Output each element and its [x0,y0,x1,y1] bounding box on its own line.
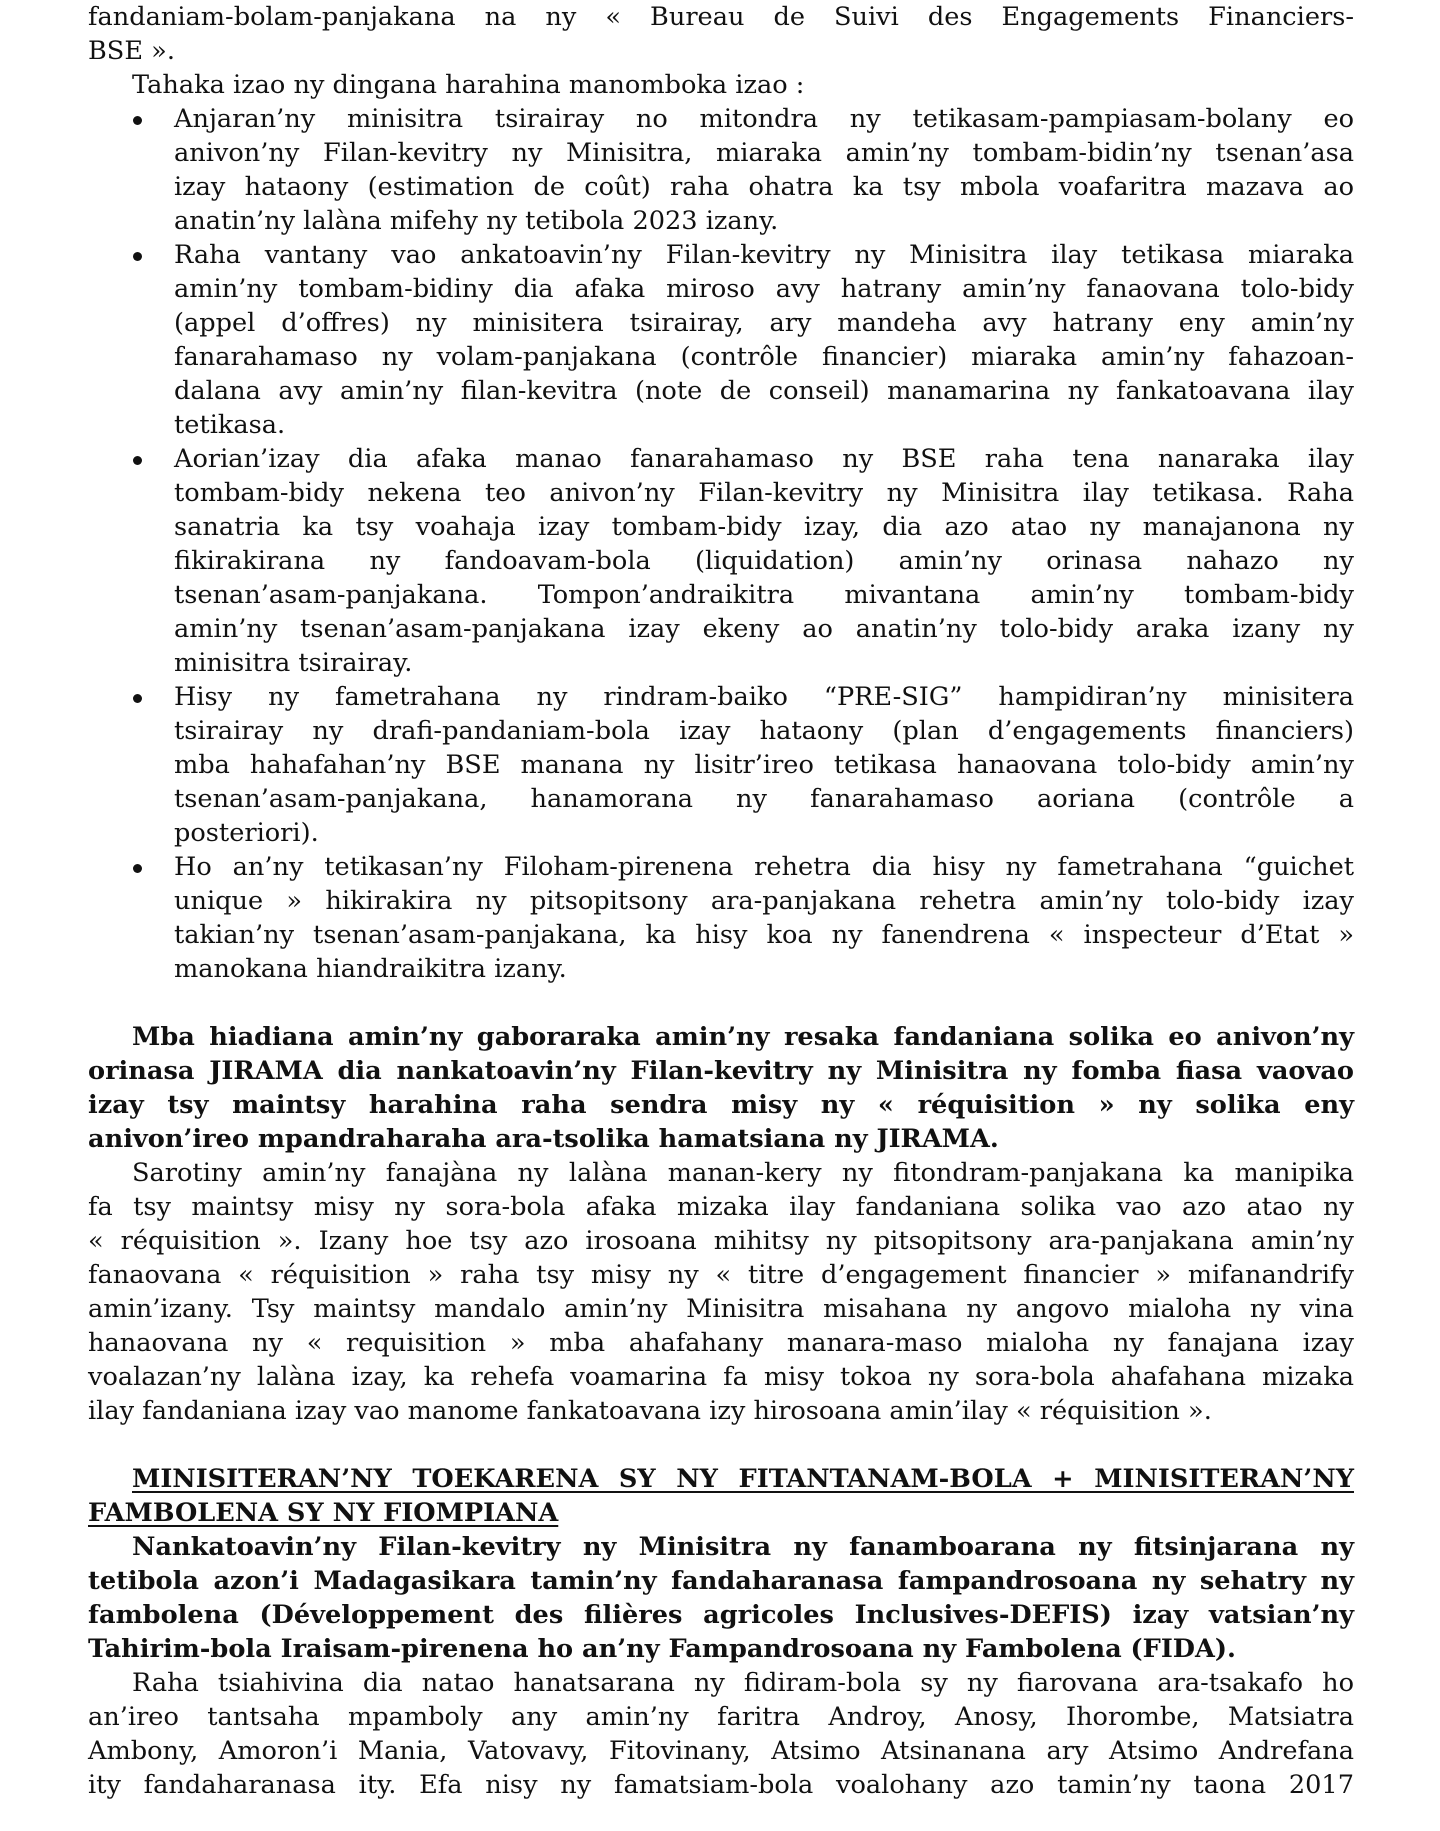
jirama-bold-line: Mba hiadiana amin’ny gaboraraka amin’ny resaka fandaniana solika eo anivon’ny [132,1022,1354,1052]
ministry-body-line: Raha tsiahivina dia natao hanatsarana ny fidiram-bola sy ny fiarovana ara-tsakafo ho [132,1668,1354,1698]
bullet-line: manokana hiandraikitra izany. [174,954,567,984]
bullet-line: Anjaran’ny minisitra tsirairay no mitondra ny tetikasam-pampiasam-bolany eo [174,104,1354,134]
bullet-item-1 [88,102,1354,238]
bullet-line: tsirairay ny drafi-pandaniam-bola izay hataony (plan d’engagements financiers) [174,716,1354,746]
bullet-line: Aorian’izay dia afaka manao fanarahamaso ny BSE raha tena nanaraka ilay [174,444,1354,474]
bullet-icon [133,864,142,873]
bullet-line: anivon’ny Filan-kevitry ny Minisitra, miaraka amin’ny tombam-bidin’ny tsenan’asa [174,138,1354,168]
bullet-line: tombam-bidy nekena teo anivon’ny Filan-kevitry ny Minisitra ilay tetikasa. Raha [174,478,1354,508]
bullet-line: tsenan’asam-panjakana. Tompon’andraikitra mivantana amin’ny tombam-bidy [174,580,1354,610]
bullet-line: Hisy ny fametrahana ny rindram-baiko “PRE-SIG” hampidiran’ny minisitera [174,682,1354,712]
bullet-line: unique » hikirakira ny pitsopitsony ara-panjakana rehetra amin’ny tolo-bidy izay [174,886,1354,916]
bullet-item-2 [88,238,1354,442]
jirama-body-line: fa tsy maintsy misy ny sora-bola afaka mizaka ilay fandaniana solika vao azo atao ny [88,1192,1354,1222]
bullet-list [88,102,1354,986]
ministry-heading-line [88,1462,1354,1496]
bullet-line: Raha vantany vao ankatoavin’ny Filan-kevitry ny Minisitra ilay tetikasa miaraka [174,240,1354,270]
bullet-line: minisitra tsirairay. [174,648,413,678]
bullet-item-5 [88,850,1354,986]
bullet-item-3 [88,442,1354,680]
bullet-icon [133,252,142,261]
bullet-line: amin’ny tombam-bidiny dia afaka miroso avy hatrany amin’ny fanaovana tolo-bidy [174,274,1354,304]
intro-line-1: fandaniam-bolam-panjakana na ny « Bureau de Suivi des Engagements Financiers- [88,2,1354,32]
jirama-body-line: Sarotiny amin’ny fanajàna ny lalàna manan-kery ny fitondram-panjakana ka manipika [132,1158,1354,1188]
ministry-bold-line: tetibola azon’i Madagasikara tamin’ny fandaharanasa fampandrosoana ny sehatry ny [88,1566,1354,1596]
bullet-line: Ho an’ny tetikasan’ny Filoham-pirenena rehetra dia hisy ny fametrahana “guichet [174,852,1354,882]
jirama-bold-line: anivon’ireo mpandraharaha ara-tsolika hamatsiana ny JIRAMA. [88,1124,999,1154]
jirama-body-line: ilay fandaniana izay vao manome fankatoavana izy hirosoana amin’ilay « réquisition ». [88,1396,1212,1426]
bullet-line: tsenan’asam-panjakana, hanamorana ny fanarahamaso aoriana (contrôle a [174,784,1354,814]
ministry-heading-line [88,1496,1354,1530]
bullet-line: takian’ny tsenan’asam-panjakana, ka hisy koa ny fanendrena « inspecteur d’Etat » [174,920,1354,950]
bullet-line: dalana avy amin’ny filan-kevitra (note de conseil) manamarina ny fankatoavana ilay [174,376,1354,406]
ministry-body-line: ity fandaharanasa ity. Efa nisy ny famatsiam-bola voalohany azo tamin’ny taona 2017 [88,1770,1354,1800]
bullet-icon [133,116,142,125]
intro-lead: Tahaka izao ny dingana harahina manomboka izao : [132,70,805,100]
bullet-icon [133,456,142,465]
bullet-line: mba hahafahan’ny BSE manana ny lisitr’ireo tetikasa hanaovana tolo-bidy amin’ny [174,750,1354,780]
jirama-body-line: amin’izany. Tsy maintsy mandalo amin’ny Minisitra misahana ny angovo mialoha ny vina [88,1294,1354,1324]
ministry-bold-line: fambolena (Développement des filières agricoles Inclusives-DEFIS) izay vatsian’ny [88,1600,1354,1630]
jirama-body-line: hanaovana ny « requisition » mba ahafahany manara-maso mialoha ny fanajana izay [88,1328,1354,1358]
ministry-heading-text: MINISITERAN’NY TOEKARENA SY NY FITANTANAM-BOLA + MINISITERAN’NY [132,1464,1354,1494]
bullet-line: (appel d’offres) ny minisitera tsirairay, ary mandeha avy hatrany eny amin’ny [174,308,1354,338]
ministry-bold-line: Tahirim-bola Iraisam-pirenena ho an’ny Fampandrosoana ny Fambolena (FIDA). [88,1634,1236,1664]
bullet-line: anatin’ny lalàna mifehy ny tetibola 2023 izany. [174,206,779,236]
ministry-body-line: an’ireo tantsaha mpamboly any amin’ny faritra Androy, Anosy, Ihorombe, Matsiatra [88,1702,1354,1732]
jirama-body-line: fanaovana « réquisition » raha tsy misy ny « titre d’engagement financier » mifanandrify [88,1260,1354,1290]
ministry-section [88,1462,1354,1802]
bullet-line: fanarahamaso ny volam-panjakana (contrôle financier) miaraka amin’ny fahazoan- [174,342,1354,372]
ministry-bold-line: Nankatoavin’ny Filan-kevitry ny Minisitra ny fanamboarana ny fitsinjarana ny [132,1532,1354,1562]
jirama-bold-line: izay tsy maintsy harahina raha sendra misy ny « réquisition » ny solika eny [88,1090,1354,1120]
bullet-icon [133,694,142,703]
bullet-line: posteriori). [174,818,319,848]
bullet-line: izay hataony (estimation de coût) raha ohatra ka tsy mbola voafaritra mazava ao [174,172,1354,202]
bullet-item-4 [88,680,1354,850]
intro-line-2: BSE ». [88,36,175,66]
jirama-body-line: voalazan’ny lalàna izay, ka rehefa voamarina fa misy tokoa ny sora-bola ahafahana mizaka [88,1362,1354,1392]
ministry-heading-text: FAMBOLENA SY NY FIOMPIANA [88,1498,559,1528]
ministry-body-line: Ambony, Amoron’i Mania, Vatovavy, Fitovinany, Atsimo Atsinanana ary Atsimo Andrefana [88,1736,1354,1766]
bullet-line: amin’ny tsenan’asam-panjakana izay ekeny ao anatin’ny tolo-bidy araka izany ny [174,614,1354,644]
bullet-line: tetikasa. [174,410,286,440]
jirama-bold-line: orinasa JIRAMA dia nankatoavin’ny Filan-kevitry ny Minisitra ny fomba fiasa vaovao [88,1056,1354,1086]
bullet-line: fikirakirana ny fandoavam-bola (liquidation) amin’ny orinasa nahazo ny [174,546,1354,576]
jirama-body-line: « réquisition ». Izany hoe tsy azo irosoana mihitsy ny pitsopitsony ara-panjakana amin’ny [88,1226,1354,1256]
jirama-section [88,1020,1354,1428]
bullet-line: sanatria ka tsy voahaja izay tombam-bidy izay, dia azo atao ny manajanona ny [174,512,1354,542]
